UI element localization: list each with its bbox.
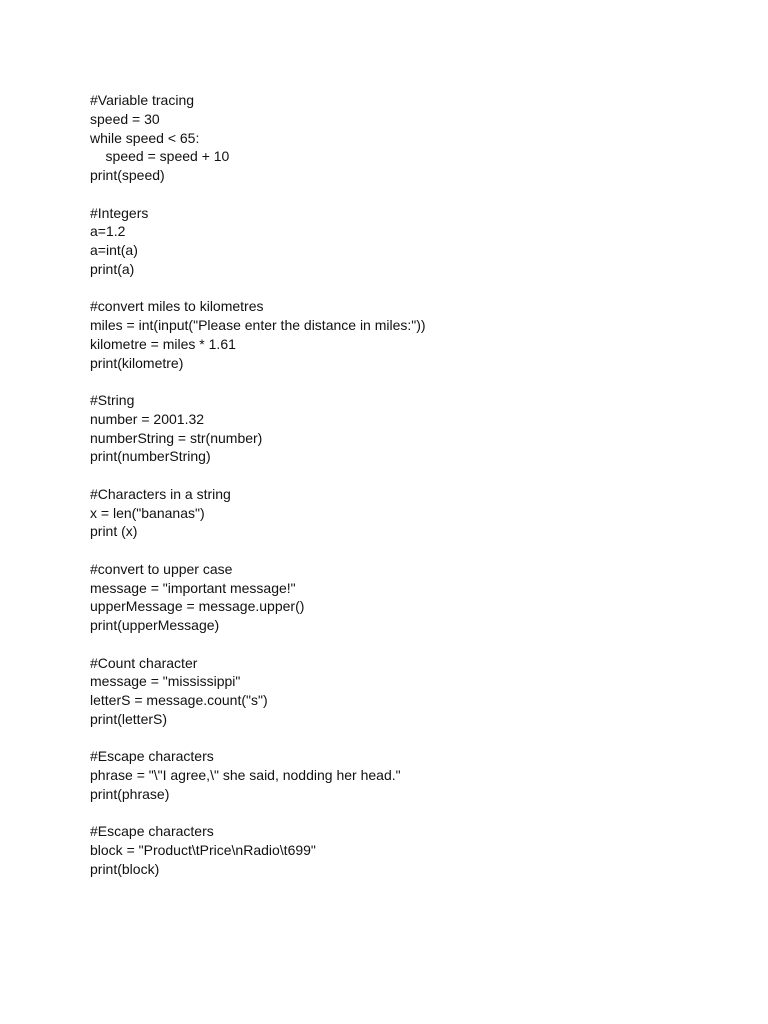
code-line: numberString = str(number) xyxy=(90,429,263,446)
code-line: speed = speed + 10 xyxy=(90,148,230,165)
section-comment: #Variable tracing xyxy=(90,92,195,108)
code-line: miles = int(input("Please enter the distance in miles:")) xyxy=(90,317,426,333)
section-comment: #convert miles to kilometres xyxy=(90,298,264,315)
code-line: number = 2001.32 xyxy=(90,410,205,427)
code-line: a=1.2 xyxy=(90,223,126,240)
code-line: upperMessage = message.upper() xyxy=(90,598,305,615)
code-line: print(a) xyxy=(90,260,135,277)
code-line: print(numberString) xyxy=(90,448,211,465)
code-line: speed = 30 xyxy=(90,110,160,127)
section-comment: #Characters in a string xyxy=(90,485,231,502)
code-listing xyxy=(90,91,730,897)
code-line: message = "important message!" xyxy=(90,579,296,596)
code-line: print(phrase) xyxy=(90,785,170,802)
section-comment: #Escape characters xyxy=(90,823,214,840)
code-line: print(block) xyxy=(90,860,160,877)
code-line: phrase = "\"I agree,\" she said, nodding her head." xyxy=(90,767,401,783)
code-line: print (x) xyxy=(90,523,138,540)
code-section xyxy=(90,391,730,466)
code-line: print(upperMessage) xyxy=(90,617,220,633)
code-line: print(letterS) xyxy=(90,710,168,727)
section-comment: #String xyxy=(90,392,135,408)
code-line: x = len("bananas") xyxy=(90,504,205,521)
section-comment: #Escape characters xyxy=(90,748,214,765)
code-line: while speed < 65: xyxy=(90,129,200,146)
code-line: letterS = message.count("s") xyxy=(90,692,268,708)
code-line: print(kilometre) xyxy=(90,354,184,371)
section-comment: #convert to upper case xyxy=(90,560,233,577)
section-comment: #Count character xyxy=(90,654,198,671)
code-section xyxy=(90,297,730,372)
code-line: kilometre = miles * 1.61 xyxy=(90,335,236,352)
code-section xyxy=(90,822,730,878)
code-line: print(speed) xyxy=(90,167,165,183)
code-section xyxy=(90,204,730,279)
code-section xyxy=(90,91,730,185)
code-line: block = "Product\tPrice\nRadio\t699" xyxy=(90,842,316,858)
code-section xyxy=(90,485,730,541)
code-line: message = "mississippi" xyxy=(90,673,241,690)
code-section xyxy=(90,560,730,635)
section-comment: #Integers xyxy=(90,204,149,221)
code-section xyxy=(90,654,730,729)
code-line: a=int(a) xyxy=(90,242,138,258)
code-section xyxy=(90,747,730,803)
